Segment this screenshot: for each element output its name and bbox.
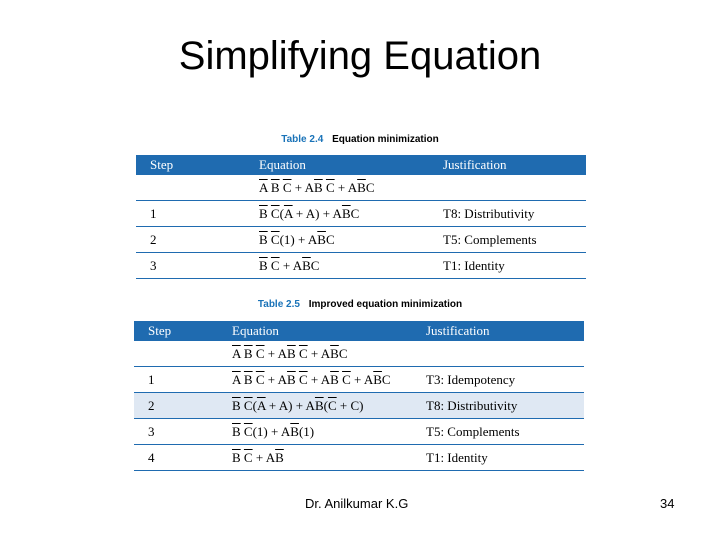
table-row	[134, 393, 584, 419]
header-step: Step	[134, 321, 218, 341]
header-justification: Justification	[429, 155, 586, 175]
row-justification	[412, 341, 584, 367]
header-equation: Equation	[245, 155, 429, 175]
table-row	[134, 367, 584, 393]
slide-title: Simplifying Equation	[178, 34, 542, 78]
row-equation: $\overline{B}$ $\overline{C}(1) + A\overline{B}C$	[245, 227, 429, 253]
table-row	[136, 253, 586, 279]
table-row	[136, 201, 586, 227]
table-row	[134, 445, 584, 471]
row-step: 2	[134, 393, 218, 419]
table1-caption-text: Equation minimization	[332, 134, 439, 145]
table2-caption-text: Improved equation minimization	[308, 299, 463, 310]
row-justification: T5: Complements	[429, 227, 586, 253]
row-equation: $\overline{B}$ $\overline{C}(1) + A\overline{B}(1)$	[218, 419, 412, 445]
row-step	[136, 175, 245, 201]
row-justification: T5: Complements	[412, 419, 584, 445]
header-step: Step	[136, 155, 245, 175]
header-equation: Equation	[218, 321, 412, 341]
table1-caption-number: Table 2.4	[281, 134, 324, 145]
row-justification: T8: Distributivity	[412, 393, 584, 419]
table2-caption	[0, 299, 720, 310]
table-row	[136, 175, 586, 201]
row-justification: T1: Identity	[412, 445, 584, 471]
row-step	[134, 341, 218, 367]
row-step: 1	[136, 201, 245, 227]
row-equation: $\overline{B}$ $\overline{C}(\overline{A} + A) + A\overline{B}C$	[245, 201, 429, 227]
row-equation: $\overline{B}$ $\overline{C} + A\overline{B}$	[218, 445, 412, 471]
table1-caption	[0, 134, 720, 145]
table-header-row	[136, 155, 586, 175]
table-row	[134, 341, 584, 367]
row-justification: T1: Identity	[429, 253, 586, 279]
improved-equation-minimization-table	[134, 321, 584, 471]
row-step: 4	[134, 445, 218, 471]
row-step: 3	[136, 253, 245, 279]
row-step: 3	[134, 419, 218, 445]
row-step: 2	[136, 227, 245, 253]
row-equation: $\overline{A}$ $\overline{B}$ $\overline{C} + A\overline{B}$ $\overline{C} + A\overline{B}C$	[218, 341, 412, 367]
table-row	[134, 419, 584, 445]
table-row	[136, 227, 586, 253]
row-justification	[429, 175, 586, 201]
header-justification: Justification	[412, 321, 584, 341]
table2-caption-number: Table 2.5	[257, 299, 300, 310]
row-step: 1	[134, 367, 218, 393]
footer-author: Dr. Anilkumar K.G	[305, 496, 409, 511]
page-number: 34	[660, 496, 675, 511]
row-equation: $\overline{B}$ $\overline{C} + A\overline{B}C$	[245, 253, 429, 279]
row-equation: $\overline{B}$ $\overline{C}(\overline{A} + A) + A\overline{B}(\overline{C} + C)$	[218, 393, 412, 419]
row-equation: $\overline{A}$ $\overline{B}$ $\overline{C} + A\overline{B}$ $\overline{C} + A\overline{B}C$	[245, 175, 429, 201]
row-equation: $\overline{A}$ $\overline{B}$ $\overline{C} + A\overline{B}$ $\overline{C} + A\overline{B}$ $\overline{C} + A\overline{B}C$	[218, 367, 412, 393]
table-header-row	[134, 321, 584, 341]
row-justification: T8: Distributivity	[429, 201, 586, 227]
equation-minimization-table	[136, 155, 586, 279]
row-justification: T3: Idempotency	[412, 367, 584, 393]
